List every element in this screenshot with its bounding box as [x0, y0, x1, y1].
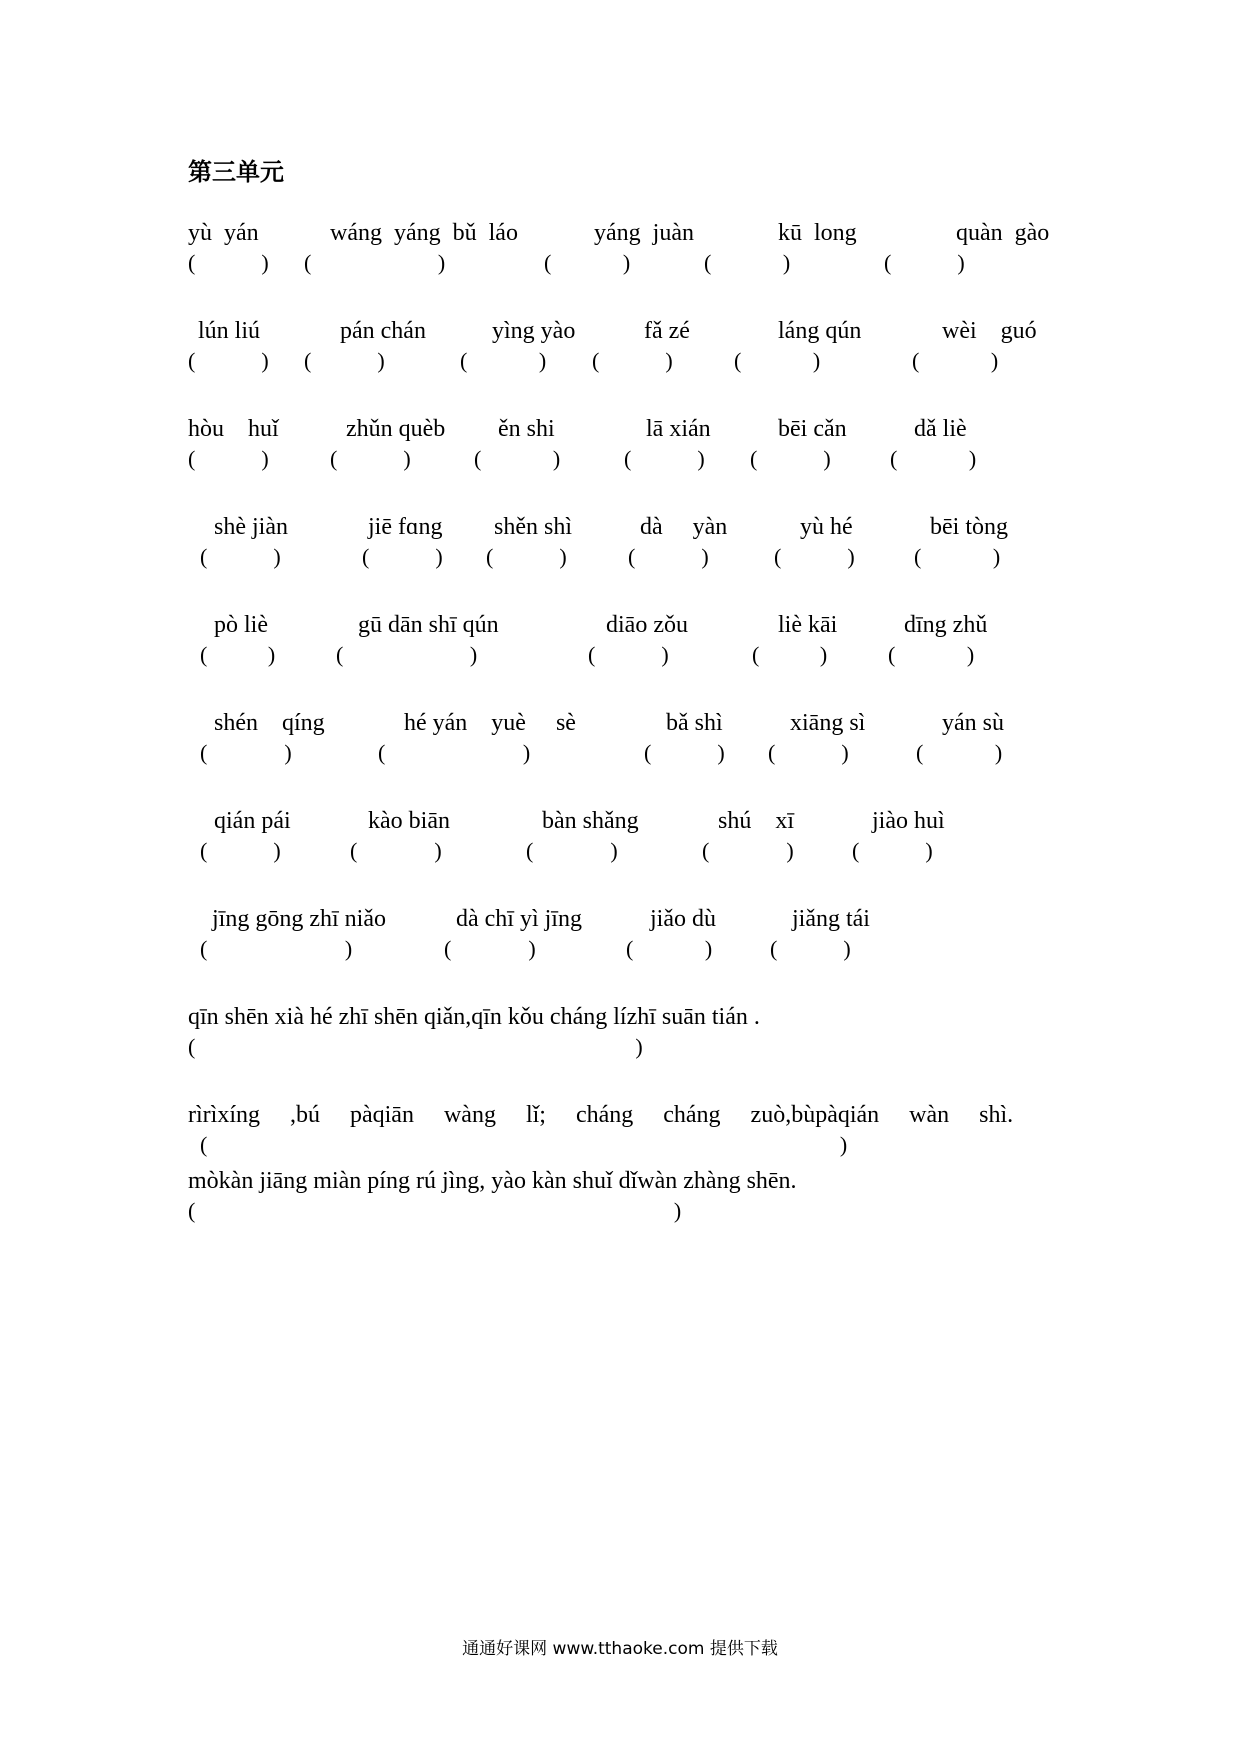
pinyin-item: jiǎo dù	[650, 906, 716, 932]
answer-blank[interactable]: ( )	[188, 250, 269, 275]
answer-blank[interactable]: ( )	[644, 740, 725, 765]
pinyin-item: diāo zǒu	[606, 612, 688, 638]
answer-blank[interactable]: ( )	[188, 348, 269, 373]
answer-blank[interactable]: ( )	[200, 642, 276, 667]
answer-blank[interactable]: ( )	[628, 544, 709, 569]
sentence-pinyin: rìrìxíng ,bú pàqiān wàng lǐ; cháng cháng zuò,bùpàqián wàn shì.	[188, 1102, 1014, 1128]
answer-blank[interactable]: ( )	[200, 1132, 848, 1157]
answer-blank[interactable]: ( )	[200, 740, 292, 765]
answer-blank[interactable]: ( )	[884, 250, 965, 275]
exercise-row-3	[0, 416, 1240, 476]
pinyin-item: yìng yào	[492, 318, 576, 344]
pinyin-item: dǎ liè	[914, 416, 967, 442]
answer-blank[interactable]: ( )	[852, 838, 933, 863]
pinyin-item: jiào huì	[872, 808, 945, 834]
answer-blank[interactable]: ( )	[200, 544, 281, 569]
answer-blank[interactable]: ( )	[486, 544, 567, 569]
pinyin-item: hòu huǐ	[188, 416, 279, 442]
answer-blank[interactable]: ( )	[474, 446, 561, 471]
answer-blank[interactable]: ( )	[362, 544, 443, 569]
answer-blank[interactable]: ( )	[350, 838, 442, 863]
page-title: 第三单元	[188, 158, 284, 186]
exercise-row-8	[0, 906, 1240, 966]
pinyin-item: lā xián	[646, 416, 711, 442]
pinyin-item: dà chī yì jīng	[456, 906, 582, 932]
pinyin-item: zhǔn quèb	[346, 416, 446, 442]
pinyin-item: shěn shì	[494, 514, 572, 540]
pinyin-item: kào biān	[368, 808, 450, 834]
pinyin-item: wèi guó	[942, 318, 1037, 344]
answer-blank[interactable]: ( )	[336, 642, 478, 667]
pinyin-item: bēi tòng	[930, 514, 1008, 540]
answer-blank[interactable]: ( )	[752, 642, 828, 667]
answer-blank[interactable]: ( )	[916, 740, 1003, 765]
answer-blank[interactable]: ( )	[460, 348, 547, 373]
pinyin-item: yáng juàn	[594, 220, 694, 246]
answer-blank[interactable]: ( )	[544, 250, 631, 275]
pinyin-item: lún liú	[198, 318, 261, 344]
answer-blank[interactable]: ( )	[378, 740, 531, 765]
pinyin-item: dà yàn	[640, 514, 728, 540]
pinyin-item: wáng yáng bǔ láo	[330, 220, 518, 246]
pinyin-item: xiāng sì	[790, 710, 866, 736]
answer-blank[interactable]: ( )	[914, 544, 1001, 569]
pinyin-item: yù yán	[188, 220, 259, 246]
pinyin-item: pò liè	[214, 612, 268, 638]
answer-blank[interactable]: ( )	[588, 642, 669, 667]
answer-blank[interactable]: ( )	[770, 936, 851, 961]
answer-blank[interactable]: ( )	[188, 446, 269, 471]
pinyin-item: gū dān shī qún	[358, 612, 499, 638]
answer-blank[interactable]: ( )	[768, 740, 849, 765]
pinyin-item: liè kāi	[778, 612, 838, 638]
answer-blank[interactable]: ( )	[626, 936, 713, 961]
pinyin-item: quàn gào	[956, 220, 1050, 246]
exercise-row-1	[0, 220, 1240, 280]
answer-blank[interactable]: ( )	[592, 348, 673, 373]
answer-blank[interactable]: ( )	[188, 1198, 682, 1223]
answer-blank[interactable]: ( )	[774, 544, 855, 569]
footer-credit: 通通好课网 www.tthaoke.com 提供下载	[462, 1639, 778, 1659]
answer-blank[interactable]: ( )	[330, 446, 411, 471]
answer-blank[interactable]: ( )	[526, 838, 618, 863]
answer-blank[interactable]: ( )	[200, 936, 353, 961]
answer-blank[interactable]: ( )	[624, 446, 705, 471]
answer-blank[interactable]: ( )	[304, 348, 385, 373]
answer-blank[interactable]: ( )	[888, 642, 975, 667]
answer-blank[interactable]: ( )	[188, 1034, 643, 1059]
pinyin-item: fǎ zé	[644, 318, 690, 344]
pinyin-item: dīng zhǔ	[904, 612, 988, 638]
pinyin-item: bēi cǎn	[778, 416, 847, 442]
pinyin-item: pán chán	[340, 318, 426, 344]
pinyin-item: qián pái	[214, 808, 291, 834]
pinyin-item: bǎ shì	[666, 710, 723, 736]
answer-blank[interactable]: ( )	[890, 446, 977, 471]
exercise-row-5	[0, 612, 1240, 672]
answer-blank[interactable]: ( )	[734, 348, 821, 373]
exercise-row-6	[0, 710, 1240, 770]
pinyin-item: jiǎng tái	[792, 906, 870, 932]
pinyin-item: bàn shǎng	[542, 808, 639, 834]
answer-blank[interactable]: ( )	[444, 936, 536, 961]
answer-blank[interactable]: ( )	[304, 250, 446, 275]
answer-blank[interactable]: ( )	[200, 838, 281, 863]
pinyin-item: yù hé	[800, 514, 853, 540]
sentence-pinyin: mòkàn jiāng miàn píng rú jìng, yào kàn shuǐ dǐwàn zhàng shēn.	[188, 1168, 797, 1194]
answer-blank[interactable]: ( )	[704, 250, 791, 275]
exercise-row-4	[0, 514, 1240, 574]
pinyin-item: yán sù	[942, 710, 1004, 736]
answer-blank[interactable]: ( )	[912, 348, 999, 373]
sentence-pinyin: qīn shēn xià hé zhī shēn qiǎn,qīn kǒu cháng lízhī suān tián .	[188, 1004, 760, 1030]
answer-blank[interactable]: ( )	[750, 446, 831, 471]
exercise-row-2	[0, 318, 1240, 378]
pinyin-item: jiē fɑng	[368, 514, 443, 540]
exercise-row-7	[0, 808, 1240, 868]
pinyin-item: ěn shi	[498, 416, 555, 442]
pinyin-item: kū long	[778, 220, 857, 246]
pinyin-item: shén qíng	[214, 710, 325, 736]
answer-blank[interactable]: ( )	[702, 838, 794, 863]
pinyin-item: hé yán yuè sè	[404, 710, 576, 736]
pinyin-item: láng qún	[778, 318, 862, 344]
pinyin-item: shú xī	[718, 808, 795, 834]
pinyin-item: jīng gōng zhī niǎo	[212, 906, 386, 932]
pinyin-item: shè jiàn	[214, 514, 288, 540]
